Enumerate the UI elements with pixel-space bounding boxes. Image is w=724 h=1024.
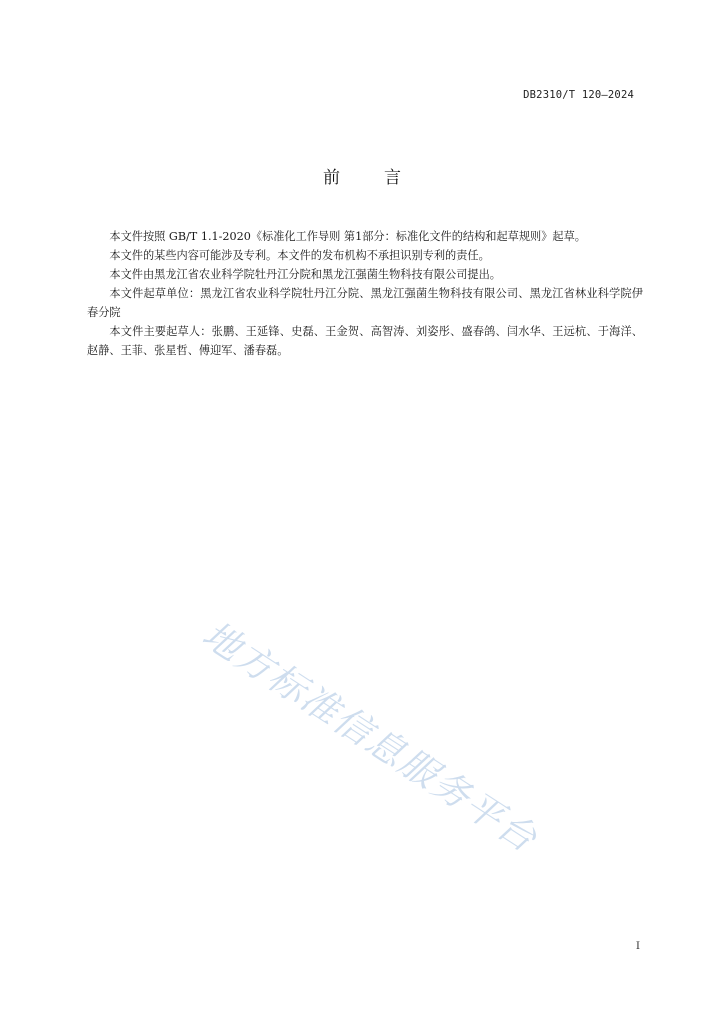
paragraph-patent-notice: 本文件的某些内容可能涉及专利。本文件的发布机构不承担识别专利的责任。 [109, 249, 490, 262]
document-code: DB2310/T 120—2024 [523, 89, 634, 101]
paragraph-drafting-rules: 本文件按照 GB/T 1.1-2020《标准化工作导则 第1部分：标准化文件的结构和起草规则》起草。 [109, 230, 586, 243]
page-title: 前言 [323, 168, 445, 188]
watermark: 地方标准信息服务平台 [194, 612, 546, 862]
paragraph-drafters: 本文件主要起草人：张鹏、王延锋、史磊、王金贺、高智涛、刘姿彤、盛春鸽、闫水华、王远杭、于海洋、赵静、王菲、张星哲、傅迎军、潘春磊。 [87, 325, 643, 357]
page-number: I [635, 940, 640, 952]
preface-body [87, 227, 643, 360]
paragraph-drafting-units: 本文件起草单位：黑龙江省农业科学院牡丹江分院、黑龙江强菌生物科技有限公司、黑龙江省林业科学院伊春分院 [87, 287, 643, 319]
paragraph-proposer: 本文件由黑龙江省农业科学院牡丹江分院和黑龙江强菌生物科技有限公司提出。 [109, 268, 501, 281]
